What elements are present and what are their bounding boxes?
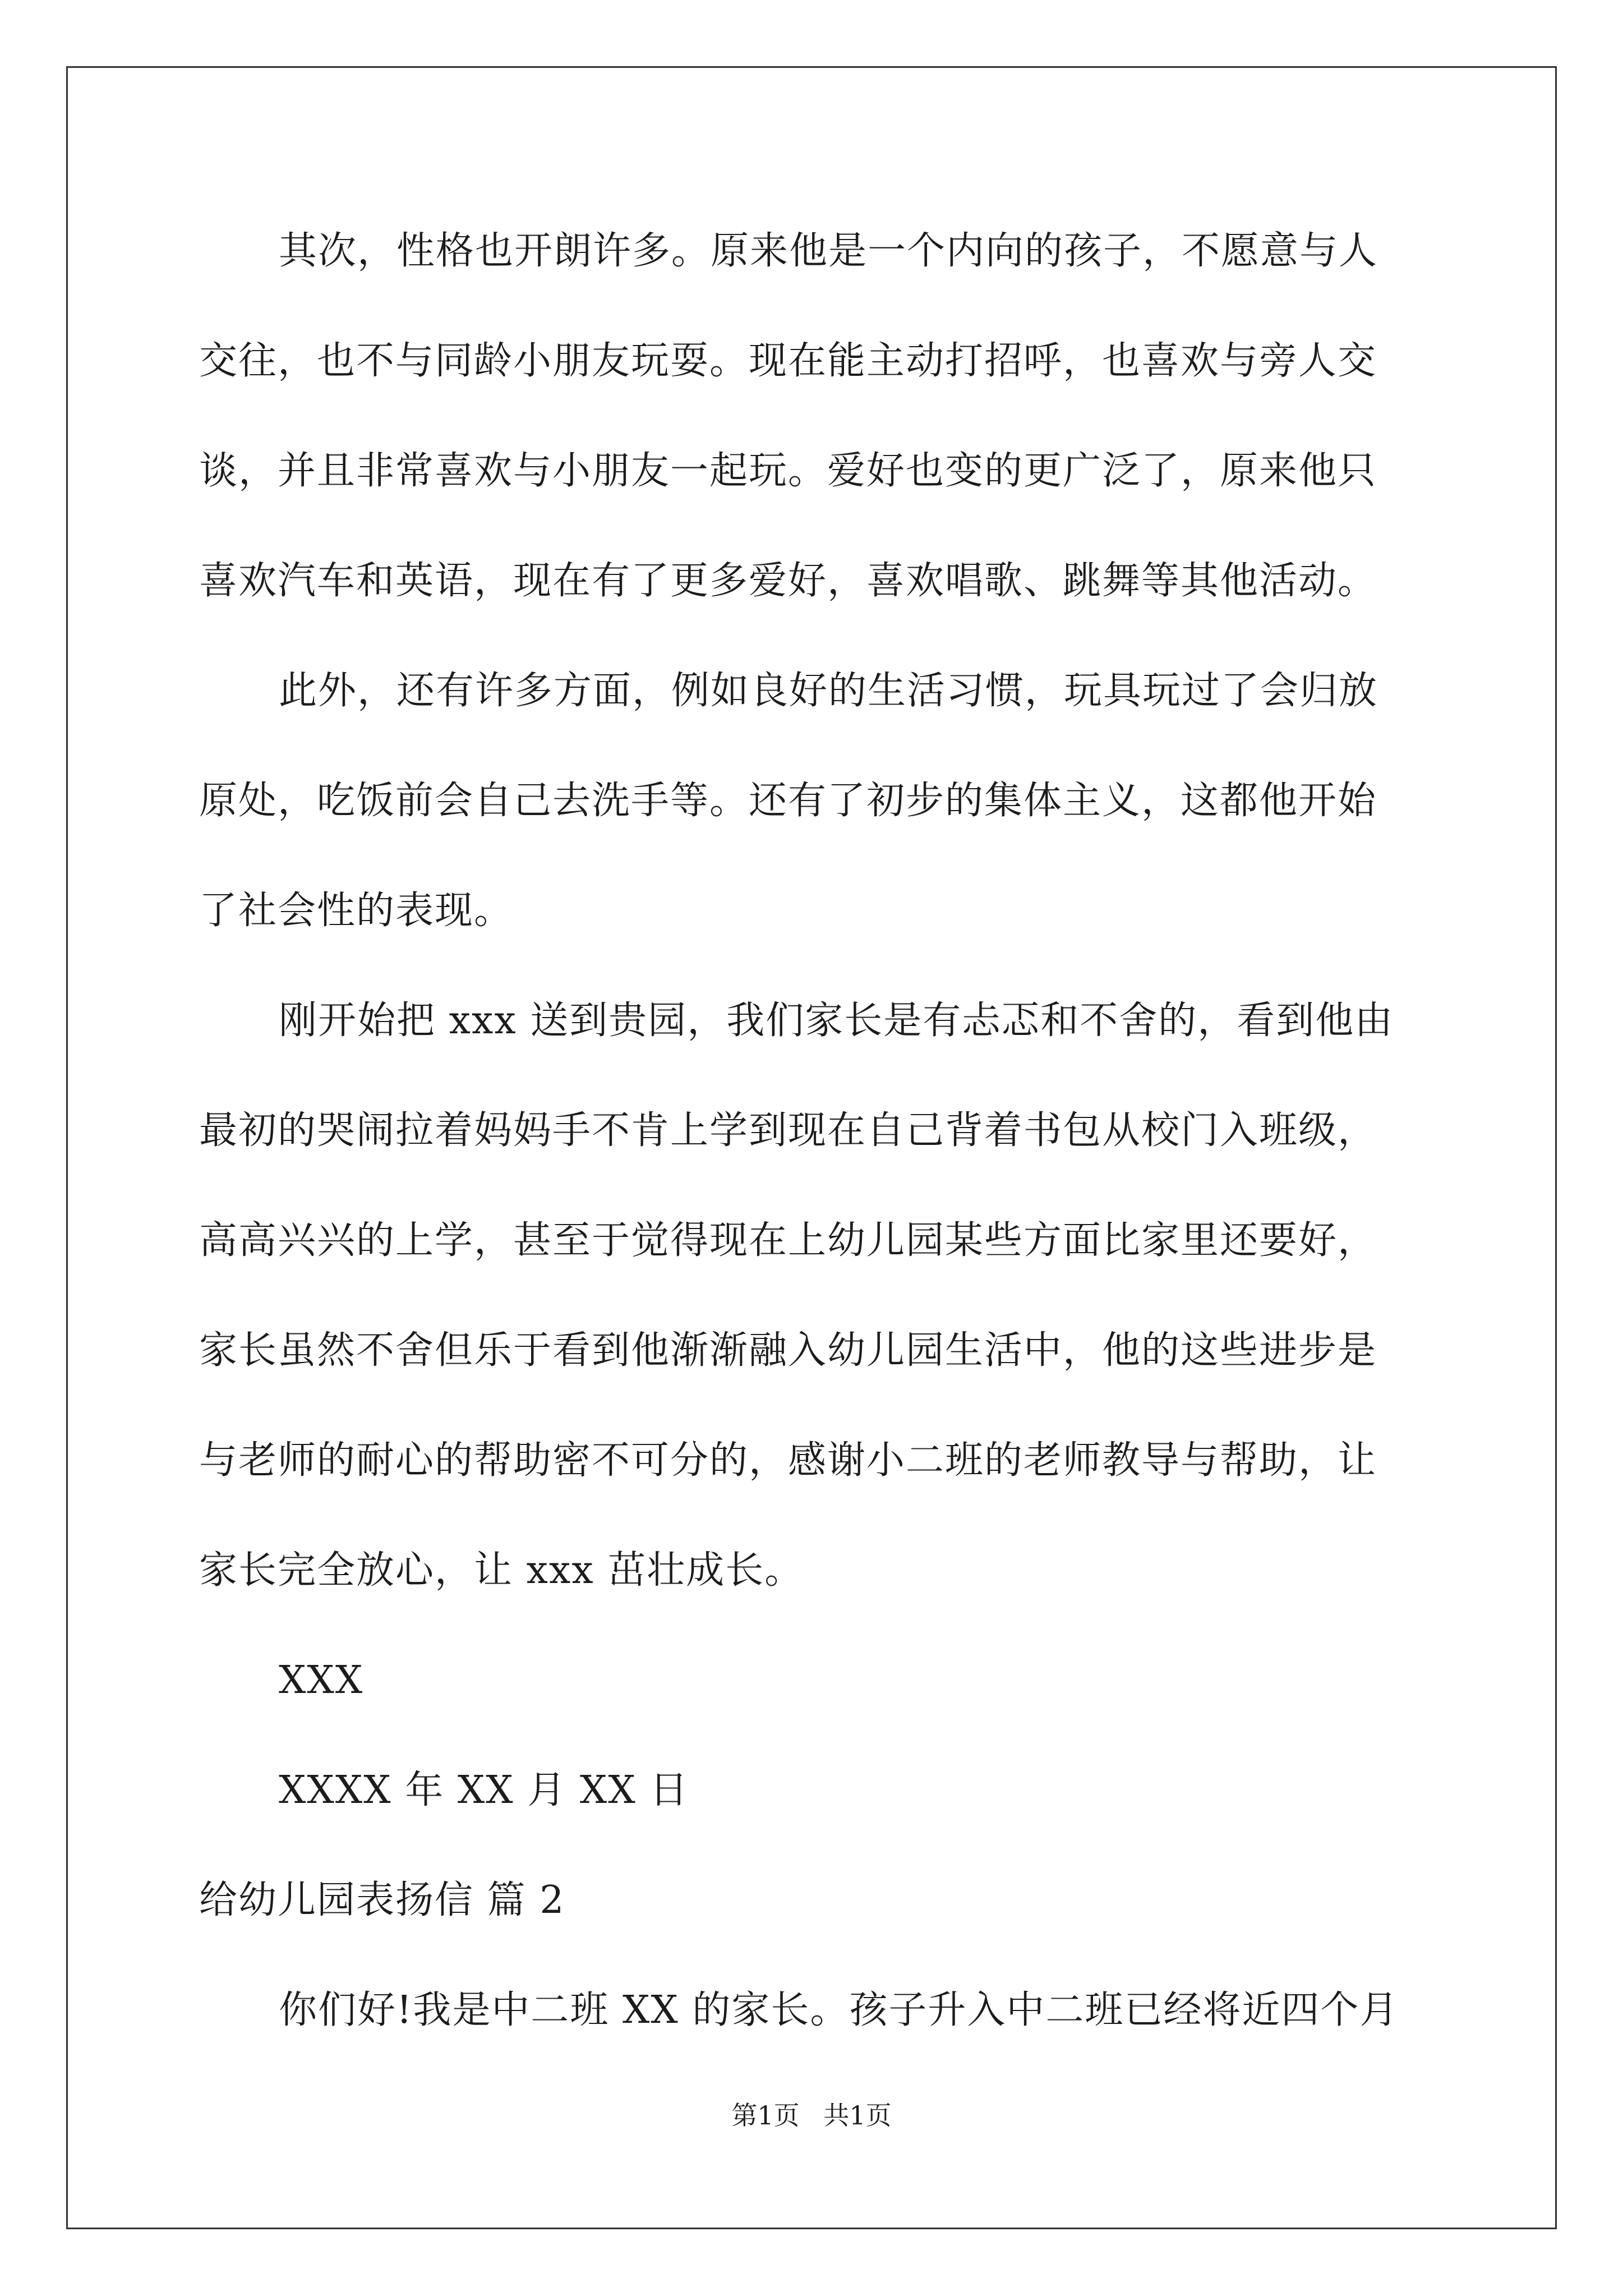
page-footer: [0, 2099, 1623, 2132]
paragraph-line: 交往，也不与同龄小朋友玩耍。现在能主动打招呼，也喜欢与旁人交: [199, 339, 1377, 383]
paragraph-line: 刚开始把 xxx 送到贵园，我们家长是有忐忑和不舍的，看到他由: [279, 999, 1394, 1043]
signature-name: XXX: [279, 1658, 364, 1703]
page-total: 共1页: [823, 2100, 892, 2131]
paragraph-line: 原处，吃饭前会自己去洗手等。还有了初步的集体主义，这都他开始: [199, 779, 1377, 823]
paragraph-line: 你们好!我是中二班 XX 的家长。孩子升入中二班已经将近四个月: [279, 1988, 1399, 2032]
paragraph-line: 与老师的耐心的帮助密不可分的，感谢小二班的老师教导与帮助，让: [199, 1438, 1377, 1483]
paragraph-line: 最初的哭闹拉着妈妈手不肯上学到现在自己背着书包从校门入班级，: [199, 1108, 1377, 1153]
paragraph-line: 家长完全放心，让 xxx 茁壮成长。: [199, 1548, 804, 1593]
paragraph-line: 此外，还有许多方面，例如良好的生活习惯，玩具玩过了会归放: [279, 669, 1378, 713]
paragraph-line: 喜欢汽车和英语，现在有了更多爱好，喜欢唱歌、跳舞等其他活动。: [199, 559, 1377, 603]
page-number: 第1页: [731, 2100, 800, 2131]
signature-date: XXXX 年 XX 月 XX 日: [279, 1768, 689, 1812]
paragraph-line: 了社会性的表现。: [199, 889, 514, 933]
paragraph-line: 其次，性格也开朗许多。原来他是一个内向的孩子，不愿意与人: [279, 229, 1378, 273]
paragraph-line: 高高兴兴的上学，甚至于觉得现在上幼儿园某些方面比家里还要好，: [199, 1218, 1377, 1263]
paragraph-line: 谈，并且非常喜欢与小朋友一起玩。爱好也变的更广泛了，原来他只: [199, 449, 1377, 493]
section-heading: 给幼儿园表扬信 篇 2: [199, 1878, 565, 1922]
paragraph-line: 家长虽然不舍但乐于看到他渐渐融入幼儿园生活中，他的这些进步是: [199, 1328, 1377, 1373]
